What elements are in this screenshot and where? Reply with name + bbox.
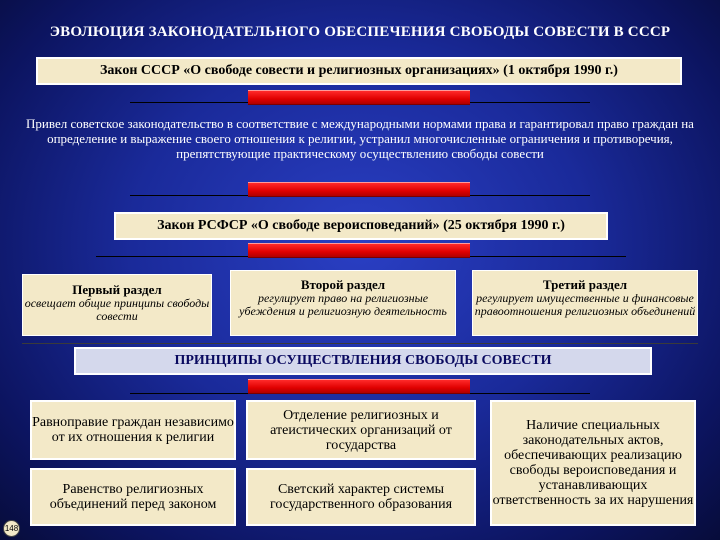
page-title: ЭВОЛЮЦИЯ ЗАКОНОДАТЕЛЬНОГО ОБЕСПЕЧЕНИЯ СВОБОДЫ СОВЕСТИ В СССР [49, 24, 671, 40]
connector-bar [248, 90, 470, 105]
connector-bar [248, 379, 470, 394]
principle-text: Отделение религиозных и атеистических организаций от государства [270, 407, 452, 453]
section-title: Третий раздел [542, 277, 628, 292]
section-text: освещает общие принципы свободы совести [24, 296, 210, 323]
connector-bar [248, 243, 470, 258]
page-number: 148 [3, 520, 20, 537]
principle-box [490, 400, 696, 526]
section-first [22, 274, 212, 336]
law-rsfsr-box: Закон РСФСР «О свободе вероисповеданий» (25 октября 1990 г.) [114, 212, 608, 240]
principle-box [246, 468, 476, 526]
section-title: Первый раздел [72, 282, 162, 297]
section-second [230, 270, 456, 336]
section-title: Второй раздел [300, 277, 386, 292]
section-text: регулирует право на религиозные убеждения и религиозную деятельность [239, 291, 447, 318]
principle-box [30, 468, 236, 526]
section-third [472, 270, 698, 336]
principle-text: Светский характер системы государственного образования [269, 482, 453, 512]
section-text: регулирует имущественные и финансовые правоотношения религиозных объединений [474, 291, 696, 318]
divider-line [22, 343, 698, 344]
principle-box [30, 400, 236, 460]
principles-header: ПРИНЦИПЫ ОСУЩЕСТВЛЕНИЯ СВОБОДЫ СОВЕСТИ [74, 347, 652, 375]
connector-bar [248, 182, 470, 197]
principle-box [246, 400, 476, 460]
law-description: Привел советское законодательство в соответствие с международными нормами права и гарантировал право граждан на определение и выражение своего отношения к религии, устранил многочисленные ограничения и противоречия, препятствующие практическому осуществлению свободы совести [26, 116, 694, 161]
principle-text: Равенство религиозных объединений перед законом [49, 482, 217, 512]
principle-text: Равноправие граждан независимо от их отношения к религии [32, 415, 234, 445]
principle-text: Наличие специальных законодательных актов, обеспечивающих реализацию свободы вероисповедания и устанавливающих ответственность за их нарушения [492, 418, 694, 508]
law-ussr-box: Закон СССР «О свободе совести и религиозных организациях» (1 октября 1990 г.) [36, 57, 682, 85]
